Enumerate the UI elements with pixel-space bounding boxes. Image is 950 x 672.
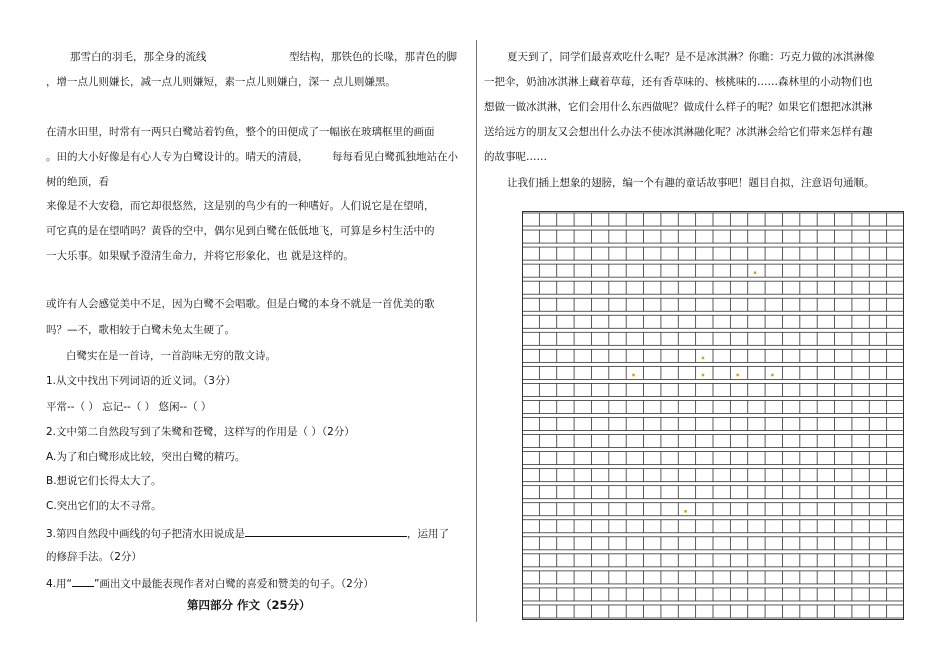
para1-line1b: 型结构，那铁色的长喙，那青色的脚 bbox=[289, 51, 457, 63]
question-2-option-a: A.为了和白鹭形成比较，突出白鹭的精巧。 bbox=[46, 451, 246, 463]
para2-line5: 可它真的是在望哨吗？黄昏的空中，偶尔见到白鹭在低低地飞，可算是乡村生活中的 bbox=[46, 225, 435, 237]
question-1: 1.从文中找出下列词语的近义词。（3分） bbox=[46, 375, 236, 387]
question-1-blanks: 平常--（ ） 忘记--（ ） 悠闲--（ ） bbox=[46, 401, 212, 413]
underline-mark bbox=[72, 575, 94, 587]
question-2-option-c: C.突出它们的太不寻常。 bbox=[46, 500, 162, 512]
prompt-line2: 一把伞，奶油冰淇淋上藏着草莓，还有香草味的、核桃味的……森林里的小动物们也 bbox=[484, 76, 873, 88]
grid-speck bbox=[771, 374, 774, 377]
column-divider bbox=[476, 40, 477, 622]
question-4-prefix: 4.用“ bbox=[46, 578, 72, 590]
para1-line2: ，增一点儿则嫌长，减一点儿则嫌短，素一点儿则嫌白，深一 点儿则嫌黑。 bbox=[46, 76, 396, 88]
writing-grid[interactable] bbox=[522, 211, 904, 620]
question-3-suffix: ，运用了 bbox=[407, 528, 450, 540]
question-4 bbox=[46, 575, 374, 591]
grid-speck bbox=[632, 374, 635, 377]
para2-line2b: 每每看见白鹭孤独地站在小 bbox=[332, 151, 458, 163]
question-3-prompt: 3.第四自然段中画线的句子把清水田说成是 bbox=[46, 528, 246, 540]
part4-heading: 第四部分 作文（25分） bbox=[187, 598, 311, 612]
grid-speck bbox=[736, 374, 739, 377]
grid-speck bbox=[702, 374, 705, 377]
question-3-line1 bbox=[46, 525, 449, 541]
para3-line1: 或许有人会感觉美中不足，因为白鹭不会唱歌。但是白鹭的本身不就是一首优美的歌 bbox=[46, 298, 435, 310]
prompt-line5: 的故事呢…… bbox=[484, 151, 547, 163]
grid-speck bbox=[684, 510, 687, 512]
question-3-blank bbox=[245, 525, 407, 537]
para2-line3: 树的绝顶，看 bbox=[46, 176, 109, 188]
para4: 白鹭实在是一首诗，一首韵味无穷的散文诗。 bbox=[66, 350, 276, 362]
question-2-option-b: B.想说它们长得太大了。 bbox=[46, 475, 162, 487]
prompt-line3: 想做一做冰淇淋，它们会用什么东西做呢？做成什么样子的呢？如果它们想把冰淇淋 bbox=[484, 101, 873, 113]
para2-line6: 一大乐事。如果赋予澄清生命力，并将它形象化，也 就是这样的。 bbox=[46, 250, 354, 262]
para3-line2: 吗？—不，歌相较于白鹭未免太生硬了。 bbox=[46, 324, 235, 336]
grid-speck bbox=[702, 357, 705, 360]
question-4-text: ”画出文中最能表现作者对白鹭的喜爱和赞美的句子。（2分） bbox=[93, 578, 374, 590]
para2-line1: 在清水田里，时常有一两只白鹭站着钓鱼，整个的田便成了一幅嵌在玻璃框里的画面 bbox=[46, 126, 435, 138]
question-2: 2.文中第二自然段写到了朱鹭和苍鹭，这样写的作用是（ ）（2分） bbox=[46, 426, 355, 438]
para2-line4: 来像是不大安稳，而它却很悠然，这是别的鸟少有的一种嗜好。人们说它是在望哨， bbox=[46, 200, 435, 212]
question-3-line2: 的修辞手法。（2分） bbox=[46, 551, 142, 563]
grid-speck bbox=[754, 272, 757, 275]
prompt-line1: 夏天到了，同学们最喜欢吃什么呢？是不是冰淇淋？你瞧：巧克力做的冰淇淋像 bbox=[507, 51, 875, 63]
prompt-line4: 送给远方的朋友又会想出什么办法不使冰淇淋融化呢？冰淇淋会给它们带来怎样有趣 bbox=[484, 126, 873, 138]
para1-line1a: 那雪白的羽毛，那全身的流线 bbox=[70, 51, 207, 63]
prompt-instruction: 让我们插上想象的翅膀，编一个有趣的童话故事吧！题目自拟，注意语句通顺。 bbox=[507, 177, 875, 189]
para2-line2a: 。田的大小好像是有心人专为白鹭设计的。晴天的清晨， bbox=[46, 151, 309, 163]
